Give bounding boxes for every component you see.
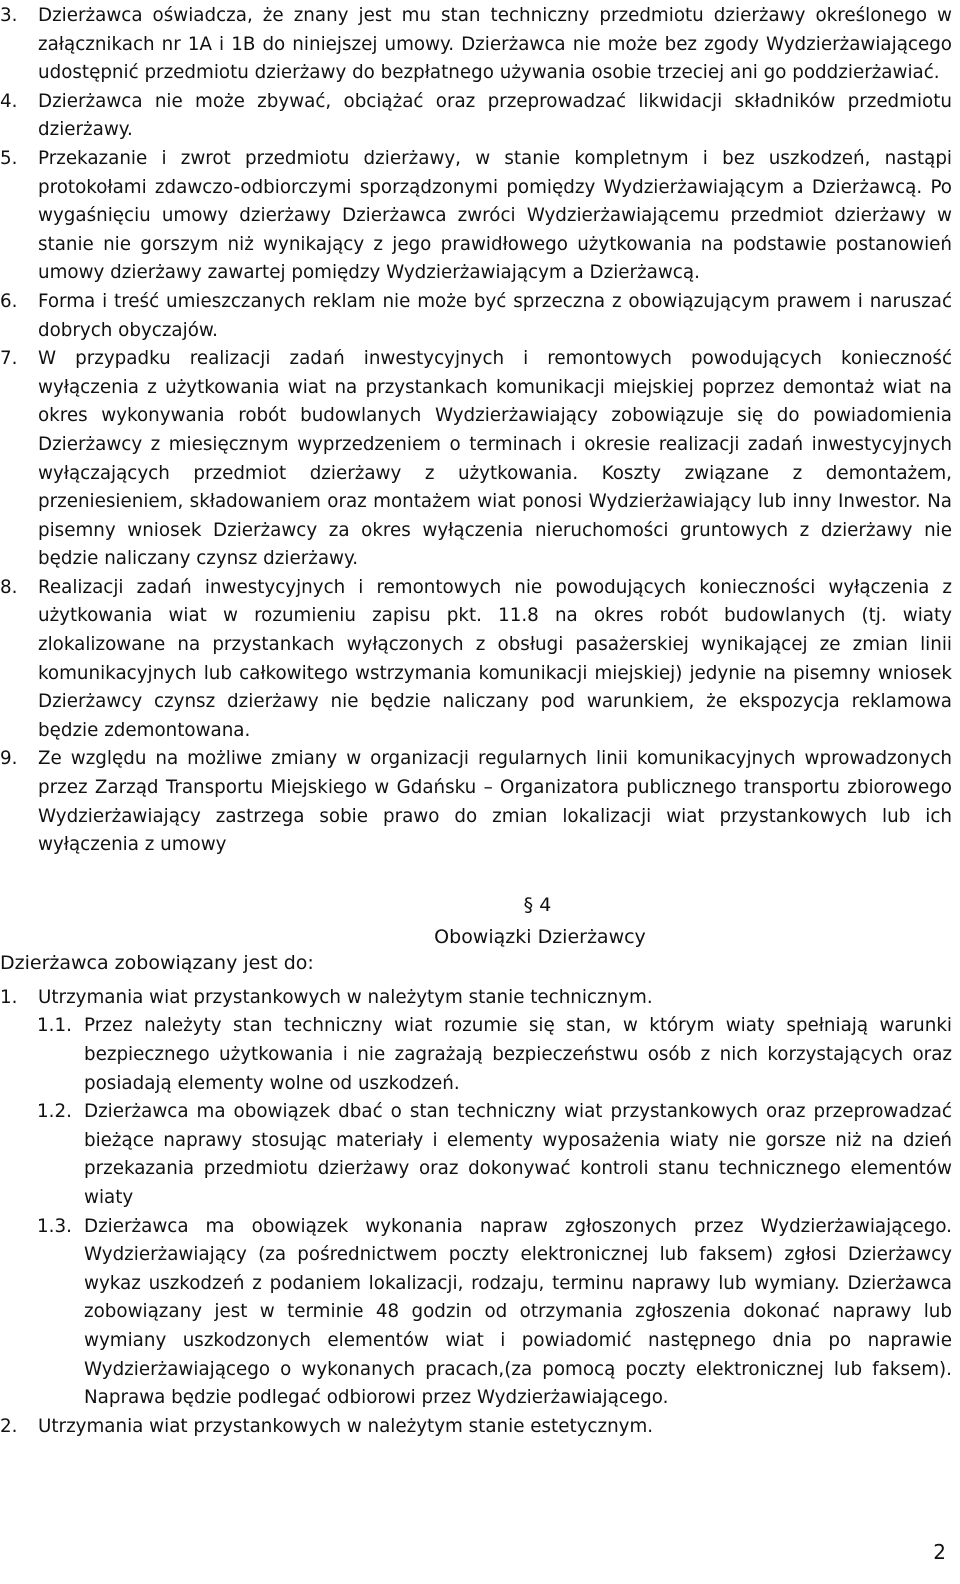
list-item [0,288,960,345]
item-text: Utrzymania wiat przystankowych w należytym stanie technicznym. [38,986,653,1008]
item-number: 2. [0,1415,18,1437]
section-lead: Dzierżawca zobowiązany jest do: [0,951,314,974]
sub-list-item [0,1213,960,1413]
obligations-list [0,984,960,1442]
sub-list-item [0,1012,960,1098]
item-number: 7. [0,348,18,370]
item-number: 9. [0,748,18,770]
item-text: Dzierżawca oświadcza, że znany jest mu stan techniczny przedmiotu dzierżawy określonego w załącznikach nr 1A i 1B do niniejszej umowy. Dzierżawca nie może bez zgody Wydzierżawiającego udostępnić przedmiotu dzierżawy do bezpłatnego używania osobie trzeciej ani go poddzierżawiać. [38,5,952,84]
item-number: 1. [0,986,18,1008]
item-text: W przypadku realizacji zadań inwestycyjnych i remontowych powodujących konieczność wyłączenia z użytkowania wiat na przystankach komunikacji miejskiej poprzez demontaż wiat na okres wykonywania robót budowlanych Wydzierżawiający zobowiązuje się do powiadomienia Dzierżawcy z miesięcznym wyprzedzeniem o terminach i okresie realizacji zadań inwestycyjnych wyłączających przedmiot dzierżawy z użytkowania. Koszty związane z demontażem, przeniesieniem, składowaniem oraz montażem wiat ponosi Wydzierżawiający lub inny Inwestor. Na pisemny wniosek Dzierżawcy za okres wyłączenia nieruchomości gruntowych z dzierżawy nie będzie naliczany czynsz dzierżawy. [38,348,952,570]
section-number: § 4 [523,893,552,916]
sub-item-number: 1.3. [37,1215,72,1237]
numbered-list [0,2,960,860]
section-title: Obowiązki Dzierżawcy [434,925,646,948]
section-heading [0,890,960,952]
list-item [0,2,960,88]
item-text: Forma i treść umieszczanych reklam nie może być sprzeczna z obowiązującym prawem i naruszać dobrych obyczajów. [38,290,952,341]
list-item [0,1413,960,1442]
list-item [0,145,960,288]
list-item [0,345,960,574]
sub-list-item [0,1098,960,1212]
sub-item-text: Dzierżawca ma obowiązek dbać o stan techniczny wiat przystankowych oraz przeprowadzać bieżące naprawy stosując materiały i elementy wyposażenia wiaty nie gorsze niż na dzień przekazania przedmiotu dzierżawy oraz dokonywać kontroli stanu technicznego elementów wiaty [84,1101,952,1208]
item-number: 5. [0,147,18,169]
list-item [0,88,960,145]
item-text: Przekazanie i zwrot przedmiotu dzierżawy, w stanie kompletnym i bez uszkodzeń, nastąpi protokołami zdawczo-odbiorczymi sporządzonymi pomiędzy Wydzierżawiającym a Dzierżawcą. Po wygaśnięciu umowy dzierżawy Dzierżawca zwróci Wydzierżawiającemu przedmiot dzierżawy w stanie nie gorszym niż wynikający z jego prawidłowego użytkowania na podstawie postanowień umowy dzierżawy zawartej pomiędzy Wydzierżawiającym a Dzierżawcą. [38,147,952,284]
item-number: 3. [0,5,18,26]
item-text: Utrzymania wiat przystankowych w należytym stanie estetycznym. [38,1415,654,1437]
item-number: 6. [0,290,18,312]
list-item [0,984,960,1013]
item-text: Ze względu na możliwe zmiany w organizacji regularnych linii komunikacyjnych wprowadzonych przez Zarząd Transportu Miejskiego w Gdańsku – Organizatora publicznego transportu zbiorowego Wydzierżawiający zastrzega sobie prawo do zmian lokalizacji wiat przystankowych lub ich wyłączenia z umowy [38,748,952,856]
sub-item-number: 1.2. [37,1101,72,1123]
item-text: Dzierżawca nie może zbywać, obciążać oraz przeprowadzać likwidacji składników przedmiotu dzierżawy. [38,90,952,141]
page-number: 2 [933,1540,946,1564]
sub-item-number: 1.1. [37,1015,72,1037]
list-item [0,745,960,859]
sub-item-text: Dzierżawca ma obowiązek wykonania napraw zgłoszonych przez Wydzierżawiającego. Wydzierżawiający (za pośrednictwem poczty elektronicznej lub faksem) zgłosi Dzierżawcy wykaz uszkodzeń z podaniem lokalizacji, rodzaju, terminu naprawy lub wymiany. Dzierżawca zobowiązany jest w terminie 48 godzin od otrzymania zgłoszenia dokonać naprawy lub wymiany uszkodzonych elementów wiat i powiadomić następnego dnia po naprawie Wydzierżawiającego o wykonanych pracach,(za pomocą poczty elektronicznej lub faksem). Naprawa będzie podlegać odbiorowi przez Wydzierżawiającego. [84,1215,952,1409]
item-text: Realizacji zadań inwestycyjnych i remontowych nie powodujących konieczności wyłączenia z użytkowania wiat w rozumieniu zapisu pkt. 11.8 na okres robót budowlanych (tj. wiaty zlokalizowane na przystankach wyłączonych z obsługi pasażerskiej wynikającej ze zmian linii komunikacyjnych lub całkowitego wstrzymania komunikacji miejskiej) jedynie na pisemny wniosek Dzierżawcy czynsz dzierżawy nie będzie naliczany pod warunkiem, że ekspozycja reklamowa będzie zdemontowana. [38,576,952,741]
sub-item-text: Przez należyty stan techniczny wiat rozumie się stan, w którym wiaty spełniają warunki bezpiecznego użytkowania i nie zagrażają bezpieczeństwu osób z nich korzystających oraz posiadają elementy wolne od uszkodzeń. [84,1015,952,1094]
item-number: 4. [0,90,18,112]
list-item [0,574,960,746]
item-number: 8. [0,576,18,598]
